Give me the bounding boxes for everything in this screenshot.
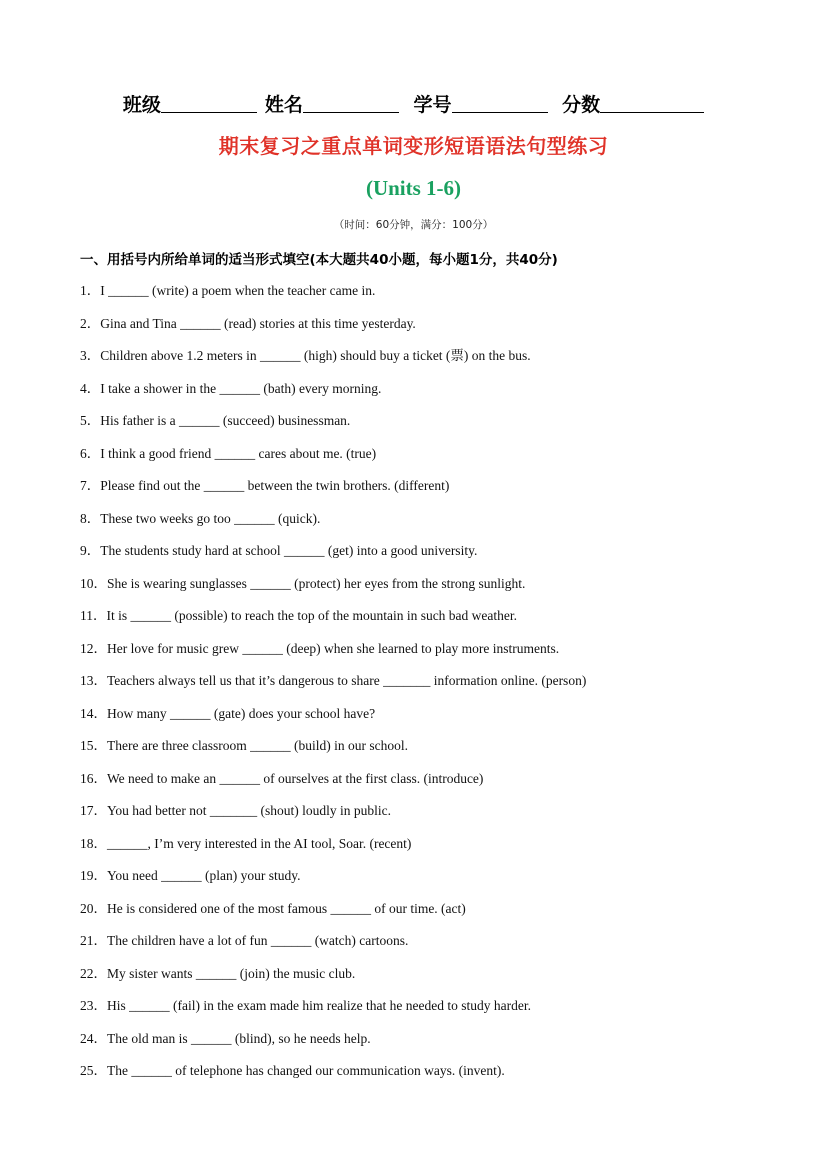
question-24: 24．The old man is ______ (blind), so he needs help. [80, 1030, 371, 1046]
question-14: 14．How many ______ (gate) does your school have? [80, 705, 376, 721]
section-heading: 一、用括号内所给单词的适当形式填空(本大题共40小题，每小题1分，共40分) [80, 252, 558, 268]
question-10: 10．She is wearing sunglasses ______ (protect) her eyes from the strong sunlight. [80, 575, 526, 591]
question-list [80, 281, 780, 1094]
question-20: 20．He is considered one of the most famous ______ of our time. (act) [80, 900, 466, 916]
question-4: 4．I take a shower in the ______ (bath) every morning. [80, 380, 382, 396]
question-25: 25．The ______ of telephone has changed our communication ways. (invent). [80, 1063, 505, 1078]
question-3: 3．Children above 1.2 meters in ______ (high) should buy a ticket (票) on the bus. [80, 348, 531, 363]
name-field [265, 90, 399, 117]
worksheet-title: 期末复习之重点单词变形短语语法句型练习 [218, 134, 609, 158]
class-blank[interactable] [161, 94, 257, 113]
units-subtitle: (Units 1-6) [365, 176, 462, 200]
class-label: 班级 [122, 94, 161, 116]
question-19: 19．You need ______ (plan) your study. [80, 868, 301, 883]
question-13: 13．Teachers always tell us that it’s dangerous to share _______ information online. (person) [80, 673, 587, 688]
question-23: 23．His ______ (fail) in the exam made him realize that he needed to study harder. [80, 998, 531, 1013]
number-blank[interactable] [452, 94, 548, 113]
question-1: 1．I ______ (write) a poem when the teacher came in. [80, 283, 376, 298]
question-2: 2．Gina and Tina ______ (read) stories at this time yesterday. [80, 315, 416, 331]
question-17: 17．You had better not _______ (shout) loudly in public. [80, 803, 391, 818]
question-12: 12．Her love for music grew ______ (deep) when she learned to play more instruments. [80, 640, 560, 656]
question-21: 21．The children have a lot of fun ______ (watch) cartoons. [80, 933, 409, 948]
student-info-line [0, 90, 827, 117]
question-11: 11．It is ______ (possible) to reach the top of the mountain in such bad weather. [80, 608, 518, 623]
name-blank[interactable] [303, 94, 399, 113]
score-field [562, 90, 704, 117]
number-field [414, 90, 548, 117]
time-info: （时间：60分钟，满分：100分） [333, 219, 494, 231]
question-15: 15．There are three classroom ______ (build) in our school. [80, 738, 409, 753]
score-blank[interactable] [600, 94, 704, 113]
question-9: 9．The students study hard at school ______ (get) into a good university. [80, 543, 478, 558]
question-16: 16．We need to make an ______ of ourselves at the first class. (introduce) [80, 770, 484, 786]
question-8: 8．These two weeks go too ______ (quick). [80, 510, 321, 526]
score-label: 分数 [562, 94, 601, 116]
question-5: 5．His father is a ______ (succeed) businessman. [80, 413, 351, 428]
question-18: 18．______, I’m very interested in the AI tool, Soar. (recent) [80, 835, 412, 851]
number-label: 学号 [413, 94, 452, 116]
name-label: 姓名 [264, 94, 303, 116]
question-6: 6．I think a good friend ______ cares about me. (true) [80, 445, 377, 461]
question-22: 22．My sister wants ______ (join) the music club. [80, 965, 356, 981]
question-7: 7．Please find out the ______ between the twin brothers. (different) [80, 478, 450, 493]
class-field [123, 90, 257, 117]
